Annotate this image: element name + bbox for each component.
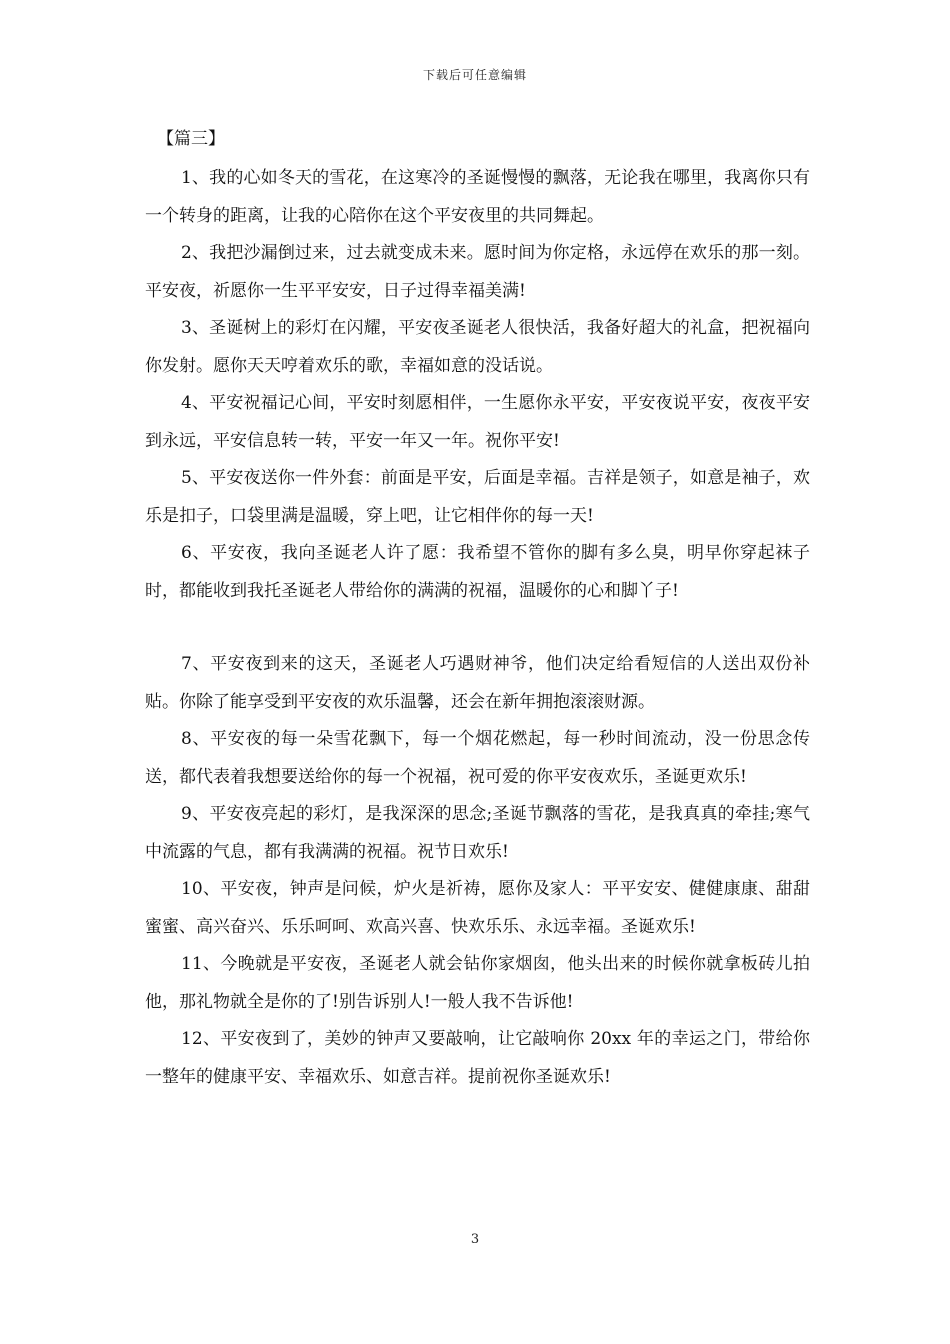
paragraph-12: 12、平安夜到了，美妙的钟声又要敲响，让它敲响你 20xx 年的幸运之门，带给你一整年的健康平安、幸福欢乐、如意吉祥。提前祝你圣诞欢乐! xyxy=(145,1029,810,1087)
page-number: 3 xyxy=(470,1232,480,1247)
paragraph-6: 6、平安夜，我向圣诞老人许了愿：我希望不管你的脚有多么臭，明早你穿起袜子时，都能收到我托圣诞老人带给你的满满的祝福，温暖你的心和脚丫子! xyxy=(145,543,810,601)
paragraph-gap xyxy=(145,610,810,646)
section-title: 【篇三】 xyxy=(157,129,225,149)
paragraph-4: 4、平安祝福记心间，平安时刻愿相伴，一生愿你永平安，平安夜说平安，夜夜平安到永远，平安信息转一转，平安一年又一年。祝你平安! xyxy=(145,393,810,451)
paragraph-1: 1、我的心如冬天的雪花，在这寒冷的圣诞慢慢的飘落，无论我在哪里，我离你只有一个转身的距离，让我的心陪你在这个平安夜里的共同舞起。 xyxy=(145,168,810,226)
paragraph-10: 10、平安夜，钟声是问候，炉火是祈祷，愿你及家人：平平安安、健健康康、甜甜蜜蜜、高兴奋兴、乐乐呵呵、欢高兴喜、快欢乐乐、永远幸福。圣诞欢乐! xyxy=(145,879,810,937)
paragraph-11: 11、今晚就是平安夜，圣诞老人就会钻你家烟囱，他头出来的时候你就拿板砖儿拍他，那礼物就全是你的了!别告诉别人!一般人我不告诉他! xyxy=(145,954,810,1012)
paragraph-7: 7、平安夜到来的这天，圣诞老人巧遇财神爷，他们决定给看短信的人送出双份补贴。你除了能享受到平安夜的欢乐温馨，还会在新年拥抱滚滚财源。 xyxy=(145,654,810,712)
paragraph-9: 9、平安夜亮起的彩灯，是我深深的思念;圣诞节飘落的雪花，是我真真的牵挂;寒气中流露的气息，都有我满满的祝福。祝节日欢乐! xyxy=(145,804,810,862)
paragraph-3: 3、圣诞树上的彩灯在闪耀，平安夜圣诞老人很快活，我备好超大的礼盒，把祝福向你发射。愿你天天哼着欢乐的歌，幸福如意的没话说。 xyxy=(145,318,810,376)
document-body xyxy=(145,124,810,1096)
paragraph-2: 2、我把沙漏倒过来，过去就变成未来。愿时间为你定格，永远停在欢乐的那一刻。平安夜，祈愿你一生平平安安，日子过得幸福美满! xyxy=(145,243,810,301)
page-header: 下载后可任意编辑 xyxy=(422,68,527,82)
paragraph-8: 8、平安夜的每一朵雪花飘下，每一个烟花燃起，每一秒时间流动，没一份思念传送，都代表着我想要送给你的每一个祝福，祝可爱的你平安夜欢乐，圣诞更欢乐! xyxy=(145,729,810,787)
paragraph-5: 5、平安夜送你一件外套：前面是平安，后面是幸福。吉祥是领子，如意是袖子，欢乐是扣子，口袋里满是温暖，穿上吧，让它相伴你的每一天! xyxy=(145,468,810,526)
